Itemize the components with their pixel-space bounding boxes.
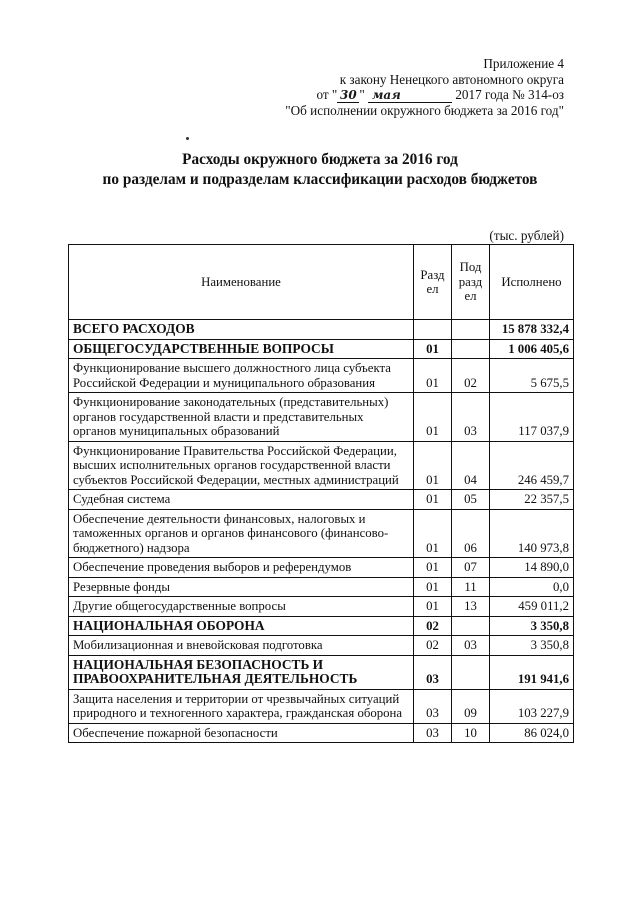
table-header-row xyxy=(69,245,574,320)
row-executed: 22 357,5 xyxy=(490,490,574,510)
row-name: Обеспечение проведения выборов и референдумов xyxy=(69,558,414,578)
row-executed: 86 024,0 xyxy=(490,723,574,743)
row-name: ОБЩЕГОСУДАРСТВЕННЫЕ ВОПРОСЫ xyxy=(69,339,414,359)
row-name: Обеспечение пожарной безопасности xyxy=(69,723,414,743)
table-row xyxy=(69,320,574,340)
table-body xyxy=(69,320,574,743)
title-line-1: Расходы окружного бюджета за 2016 год xyxy=(182,151,458,168)
row-section: 03 xyxy=(414,689,452,723)
row-section: 02 xyxy=(414,636,452,656)
table-row xyxy=(69,597,574,617)
row-section: 01 xyxy=(414,558,452,578)
row-section xyxy=(414,320,452,340)
row-section: 02 xyxy=(414,616,452,636)
row-executed: 191 941,6 xyxy=(490,655,574,689)
expenses-table xyxy=(68,244,574,743)
row-name: НАЦИОНАЛЬНАЯ ОБОРОНА xyxy=(69,616,414,636)
row-name: Защита населения и территории от чрезвычайных ситуаций природного и техногенного характера, гражданская оборона xyxy=(69,689,414,723)
row-subsection xyxy=(452,616,490,636)
title-line-2: по разделам и подразделам классификации расходов бюджетов xyxy=(102,171,538,188)
table-row xyxy=(69,441,574,490)
handwritten-month: мая xyxy=(368,89,452,103)
table-row xyxy=(69,339,574,359)
row-section: 01 xyxy=(414,490,452,510)
header-subsection: Под разд ел xyxy=(452,245,490,320)
row-subsection: 05 xyxy=(452,490,490,510)
row-section: 01 xyxy=(414,441,452,490)
row-name: ВСЕГО РАСХОДОВ xyxy=(69,320,414,340)
row-section: 01 xyxy=(414,597,452,617)
date-mid: " xyxy=(359,87,365,102)
row-executed: 5 675,5 xyxy=(490,359,574,393)
row-executed: 14 890,0 xyxy=(490,558,574,578)
table-row xyxy=(69,359,574,393)
row-executed: 117 037,9 xyxy=(490,393,574,442)
row-name: Функционирование законодательных (представительных) органов государственной власти и представительных органов муниципальных образований xyxy=(69,393,414,442)
row-name: Другие общегосударственные вопросы xyxy=(69,597,414,617)
appendix-header xyxy=(234,56,564,119)
handwritten-day: 30 xyxy=(337,89,359,103)
row-section: 01 xyxy=(414,359,452,393)
row-subsection: 10 xyxy=(452,723,490,743)
row-executed: 246 459,7 xyxy=(490,441,574,490)
row-subsection xyxy=(452,320,490,340)
row-subsection: 09 xyxy=(452,689,490,723)
header-executed: Исполнено xyxy=(490,245,574,320)
row-subsection: 06 xyxy=(452,509,490,558)
row-subsection: 03 xyxy=(452,636,490,656)
row-name: Судебная система xyxy=(69,490,414,510)
table-row xyxy=(69,689,574,723)
row-subsection: 11 xyxy=(452,577,490,597)
table-row xyxy=(69,490,574,510)
row-subsection xyxy=(452,655,490,689)
table-row xyxy=(69,393,574,442)
appendix-law-title: "Об исполнении окружного бюджета за 2016 год" xyxy=(285,103,564,118)
units-label: (тыс. рублей) xyxy=(489,228,564,243)
appendix-date-line xyxy=(234,87,564,103)
document-title xyxy=(60,150,580,190)
row-executed: 15 878 332,4 xyxy=(490,320,574,340)
table-row xyxy=(69,577,574,597)
row-section: 01 xyxy=(414,577,452,597)
row-subsection: 13 xyxy=(452,597,490,617)
row-executed: 0,0 xyxy=(490,577,574,597)
table-row xyxy=(69,558,574,578)
table-row xyxy=(69,723,574,743)
table-row xyxy=(69,636,574,656)
scan-dot xyxy=(186,137,189,140)
row-executed: 3 350,8 xyxy=(490,636,574,656)
row-executed: 140 973,8 xyxy=(490,509,574,558)
row-subsection: 02 xyxy=(452,359,490,393)
row-executed: 3 350,8 xyxy=(490,616,574,636)
header-name: Наименование xyxy=(69,245,414,320)
date-prefix: от " xyxy=(316,87,338,102)
row-name: Обеспечение деятельности финансовых, налоговых и таможенных органов и органов финансового (финансово-бюджетного) надзора xyxy=(69,509,414,558)
header-section: Разд ел xyxy=(414,245,452,320)
row-section: 03 xyxy=(414,655,452,689)
row-name: НАЦИОНАЛЬНАЯ БЕЗОПАСНОСТЬ И ПРАВООХРАНИТЕЛЬНАЯ ДЕЯТЕЛЬНОСТЬ xyxy=(69,655,414,689)
row-section: 01 xyxy=(414,509,452,558)
row-name: Функционирование Правительства Российской Федерации, высших исполнительных органов государственной власти субъектов Российской Федерации, местных администраций xyxy=(69,441,414,490)
appendix-law-reference: к закону Ненецкого автономного округа xyxy=(339,71,564,87)
table-row xyxy=(69,655,574,689)
row-name: Функционирование высшего должностного лица субъекта Российской Федерации и муниципального образования xyxy=(69,359,414,393)
table-row xyxy=(69,509,574,558)
table-row xyxy=(69,616,574,636)
row-subsection: 07 xyxy=(452,558,490,578)
row-name: Резервные фонды xyxy=(69,577,414,597)
row-name: Мобилизационная и вневойсковая подготовка xyxy=(69,636,414,656)
row-subsection: 03 xyxy=(452,393,490,442)
row-subsection: 04 xyxy=(452,441,490,490)
row-section: 01 xyxy=(414,339,452,359)
row-subsection xyxy=(452,339,490,359)
row-executed: 1 006 405,6 xyxy=(490,339,574,359)
date-suffix: 2017 года № 314-оз xyxy=(455,87,564,102)
row-executed: 459 011,2 xyxy=(490,597,574,617)
row-section: 03 xyxy=(414,723,452,743)
appendix-number: Приложение 4 xyxy=(483,56,564,71)
row-executed: 103 227,9 xyxy=(490,689,574,723)
row-section: 01 xyxy=(414,393,452,442)
